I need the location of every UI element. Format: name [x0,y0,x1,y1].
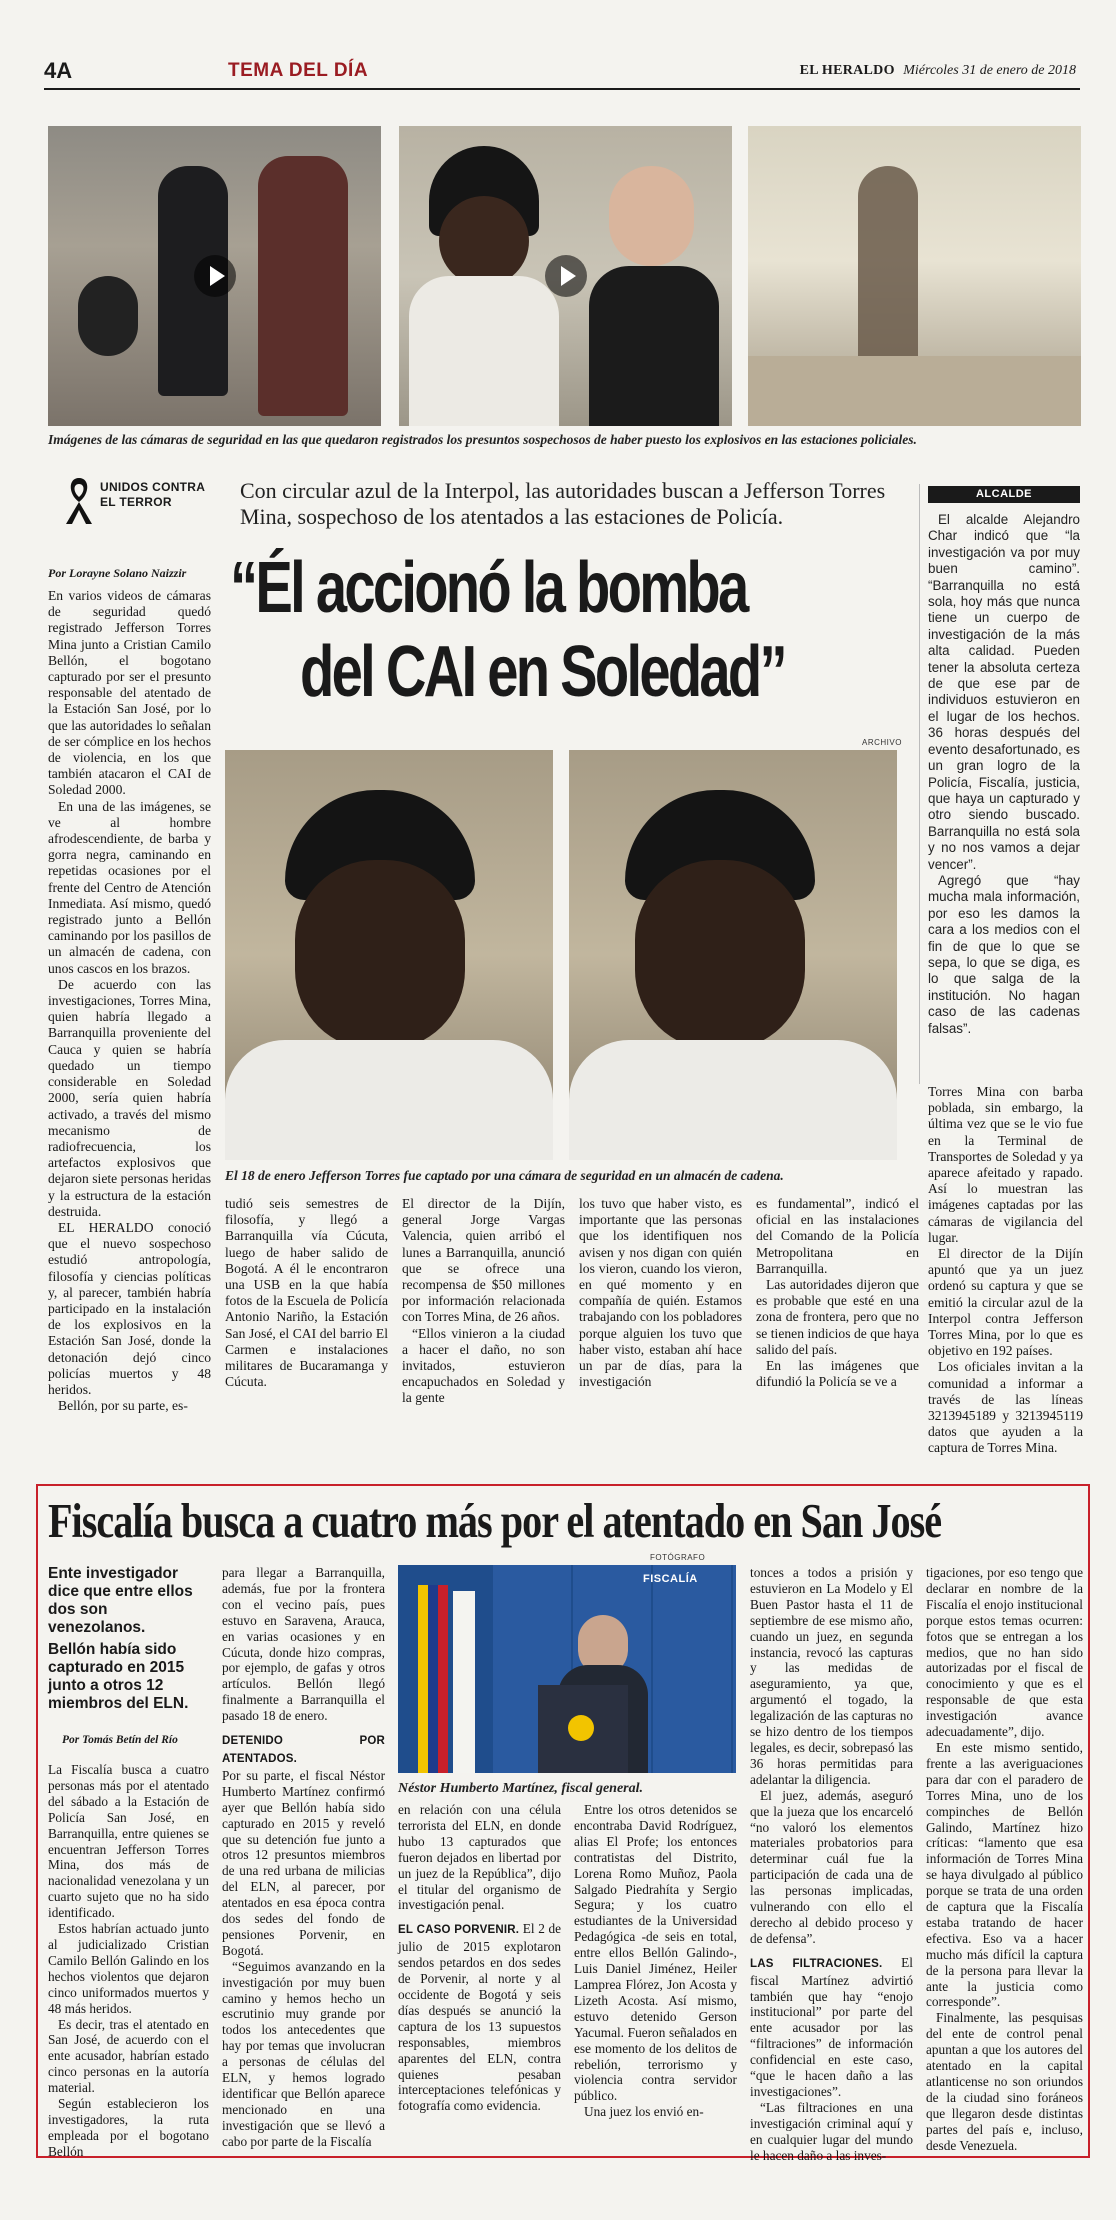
paragraph: El alcalde Alejandro Char indicó que “la investigación va por muy buen camino”. “Barranquilla no está sola, hoy más que nunca tiene un cuerpo de investigación de la más alta calidad. Pueden tener la absoluta certeza de que ese par de individuos estuvieron en el lugar de los hechos. 36 horas después del evento desafortunado, es un gran logro de la Policía, Fiscalía, justicia, que haya un capturado y otro siendo buscado. Barranquilla no está sola y no nos vamos a dejar vencer”. [928,512,1080,872]
suspect-photo [225,750,897,1160]
sidebar-label: ALCALDE [928,486,1080,503]
second-byline: Por Tomás Betín del Río [62,1734,178,1746]
paragraph: Las autoridades dijeron que es probable que esté en una zona de frontera, pero que no se tienen indicios de que haya salido del país. [756,1277,919,1357]
second-column-5 [750,1565,913,2164]
section-title: TEMA DEL DÍA [228,60,369,81]
paragraph: El juez, además, aseguró que la jueza que los encarceló “no valoró los elementos materiales probatorios para determinar cuál fue la participación de cada una de las personas implicadas, vulnerando con ello el derecho al debido proceso y de defensa”. [750,1787,913,1946]
paragraph: El 2 de julio de 2015 explotaron sendos petardos en dos sedes de Porvenir, al norte y al occidente de Bogotá y seis días después se anunció la captura de los 13 supuestos responsables, miembros aparentes del ELN, contra quienes pesaban interceptaciones telefónicas y fotografía como evidencia. [398,1921,562,2114]
paragraph: Una juez los envió en- [584,2104,704,2120]
subhead-detenido [222,1732,385,1768]
paragraph: “Seguimos avanzando en la investigación por muy buen camino y hemos hecho un escrutinio muy grande por todos los antecedentes que hay por temas que involucran a personas de células del ELN, y hemos logrado identificar que Bellón aparece mencionado en una investigación que se llevó a cabo por parte de la Fiscalía [222,1958,385,2149]
subhead: EL CASO PORVENIR. [398,1924,520,1937]
play-icon[interactable] [545,255,587,297]
paragraph: El director de la Dijín, general Jorge Vargas Valencia, quien arribó el lunes a Barranquilla, anunció que se ofrece una recompensa de $50 millones por información relacionada con Torres Mina, de 26 años. [402,1196,565,1325]
page-number: 4A [44,58,73,83]
main-column-6 [928,1084,1083,1457]
second-headline: Fiscalía busca a cuatro más por el atentado en San José [48,1493,942,1548]
second-column-6 [926,1565,1083,2154]
paragraph: es fundamental”, indicó el oficial en las instalaciones del Comando de la Policía Metropolitana en Barranquilla. [756,1196,919,1276]
paragraph: Por su parte, el fiscal Néstor Humberto Martínez confirmó ayer que Bellón había sido capturado en 2015 y reveló que su detención fue junto a otros 12 presuntos miembros de una red urbana de milicias del ELN, al parecer, por atentados en esa época contra dos sedes del fondo de pensiones Porvenir, en Bogotá. [222,1767,385,1958]
top-photos-caption: Imágenes de las cámaras de seguridad en las que quedaron registrados los presuntos sospechosos de haber puesto los explosivos en las estaciones policiales. [48,432,917,447]
paragraph: para llegar a Barranquilla, además, fue por la frontera con el vecino país, pues estuvo en Saravena, Arauca, en varias ocasiones y en Cúcuta, donde hizo compras, por ejemplo, de gafas y otros artículos. Bellón llegó finalmente a Barranquilla el pasado 18 de enero. [222,1565,385,1724]
second-sub-2: Bellón había sido capturado en 2015 junto a otros 12 miembros del ELN. [48,1641,189,1712]
paragraph: tonces a todos a prisión y estuvieron en La Modelo y El Buen Pastor hasta el 11 de septiembre de ese mismo año, cuando un juez, en segunda instancia, revocó las capturas y las medidas de aseguramiento, ya que, argumentó el togado, la legalización de las capturas no se hizo dentro de los tiempos legales, es decir, sobrepasó las 36 horas permitidas para adelantar la diligencia. [750,1565,913,1787]
podium-label: FISCALÍA [643,1573,698,1585]
main-column-5 [756,1196,919,1390]
paragraph: EL HERALDO conoció que el nuevo sospechoso estudió antropología, filosofía y ciencias políticas y, al parecer, también habría participado en la instalación de los explosivos en la Estación San José, donde la detonación dejó cinco policías muertos y 48 heridos. [48,1219,211,1397]
subhead-porvenir [398,1921,561,2114]
paragraph: “Las filtraciones en una investigación criminal aquí y en cualquier lugar del mundo le hacen daño a las inves- [750,2099,913,2163]
paragraph: Es decir, tras el atentado en San José, de acuerdo con el ente acusador, habrían estado cinco personas en la autoría material. [48,2016,209,2096]
paragraph: En este mismo sentido, frente a las averiguaciones para dar con el paradero de Torres Mina, uno de los compinches de Bellón Galindo, Martínez hizo críticas: “lamento que esa información de Torres Mina se haya divulgado al público porque se trata de una orden de captura que la Fiscalía estaba tratando de hacer efectiva. Eso va a hacer mucho más difícil la captura de la persona para llevar la ante la justicia como corresponde”. [926,1739,1083,2010]
paper-name: EL HERALDO [799,63,895,78]
paragraph: En las imágenes que difundió la Policía se ve a [756,1358,919,1390]
main-byline: Por Lorayne Solano Naizzir [48,566,187,580]
paragraph: Torres Mina con barba poblada, sin embargo, la última vez que se le vio fue en la Terminal de Transportes de Soledad y ya aparece afeitado y rapado. Así lo muestran las imágenes captadas por las cámaras de vigilancia del lugar. [928,1084,1083,1245]
paragraph: Finalmente, las pesquisas del ente de control penal apuntan a que los autores del atentado en la capital atlanticense no son oriundos de la ciudad sino foráneos que llegaron desde distintas partes del país e, incluso, desde Venezuela. [926,2010,1083,2153]
paragraph: Bellón, por su parte, es- [58,1398,188,1414]
second-photo-source: FOTÓGRAFO [650,1553,706,1562]
paragraph: tigaciones, por eso tengo que declarar en nombre de la Fiscalía el enojo institucional porque estos temas ocurren: fotos que se entregan a los medios, que no han sido autorizadas por el fiscal de conocimiento y que es el responsable de que esta investigación avance adecuadamente”, dijo. [926,1565,1083,1740]
badge-line2: EL TERROR [100,495,172,509]
paragraph: En una de las imágenes, se ve al hombre afrodescendiente, de barba y gorra negra, caminando en repetidas ocasiones por el frente del Centro de Atención Inmediata. Así mismo, quedó registrado junto a Bellón caminando por los pasillos de un almacén de cadena, con unos cascos en los brazos. [48,798,211,976]
play-icon[interactable] [194,255,236,297]
main-photo-source: ARCHIVO [862,738,902,747]
sidebar-text [928,512,1080,1037]
main-photo-caption: El 18 de enero Jefferson Torres fue captado por una cámara de seguridad en un almacén de cadena. [225,1168,784,1183]
paragraph: Según establecieron los investigadores, la ruta empleada por el bogotano Bellón [48,2096,209,2159]
main-column-1 [48,588,211,1414]
paragraph: Agregó que “hay mucha mala información, por eso les damos la cara a los medios con el fin de que lo que se sepa, lo que se diga, es lo que salga de la institución. No hagan caso de las cadenas falsas”. [928,872,1080,1036]
main-headline-2: del CAI en Soledad” [300,632,785,712]
fiscal-photo [398,1565,736,1773]
paragraph: En varios videos de cámaras de seguridad quedó registrado Jefferson Torres Mina junto a Cristian Camilo Bellón, el bogotano capturado por ser el presunto responsable del atentado de la Estación San José, por lo que las autoridades lo señalan de ser cómplice en los hechos de violencia, en los que también atacaron el CAI de Soledad 2000. [48,588,211,798]
second-column-1 [48,1762,209,2160]
second-column-4 [574,1802,737,2120]
second-sub-1: Ente investigador dice que entre ellos dos son venezolanos. [48,1565,193,1636]
cctv-photo-3 [748,126,1081,426]
paragraph: tudió seis semestres de filosofía, y llegó a Barranquilla vía Cúcuta, luego de haber salido de Bogotá. A él le encontraron una USB en la que había fotos de la Escuela de Policía Antonio Nariño, la Estación San José, el CAI del barrio El Carmen e instalaciones militares de Bucaramanga y Cúcuta. [225,1196,388,1390]
second-column-3 [398,1802,561,2114]
subhead: LAS FILTRACIONES. [750,1957,883,1970]
subhead-filtraciones [750,1955,913,2100]
paragraph: De acuerdo con las investigaciones, Torres Mina, quien habría llegado a Barranquilla proveniente del Cauca y quien se habría quedado un tiempo considerable en Soledad 2000, sería quien habría activado, a través del mismo mecanismo de radiofrecuencia, los artefactos explosivos que dejaron siete personas heridas y la estructura de la estación destruida. [48,976,211,1219]
paragraph: Los oficiales invitan a la comunidad a informar a través de las líneas 3213945189 y 3213945119 datos que ayuden a la captura de Torres Mina. [928,1359,1083,1456]
ribbon-icon [60,474,98,526]
main-column-2 [225,1196,388,1390]
badge-line1: UNIDOS CONTRA [100,480,206,494]
paragraph: La Fiscalía busca a cuatro personas más por el atentado del sábado a la Estación de Policía San José, en Barranquilla, entre quienes se encuentran Jefferson Torres Mina, dos más de nacionalidad venezolana y un cuarto sujeto que no ha sido identificado. [48,1762,209,1921]
main-deck: Con circular azul de la Interpol, las autoridades buscan a Jefferson Torres Mina, sospechoso de los atentados a las estaciones de Policía. [240,478,886,529]
cctv-photo-2 [399,126,732,426]
main-headline-1: “Él accionó la bomba [230,548,747,628]
paragraph: en relación con una célula terrorista del ELN, en donde hubo 13 capturados que fueron dejados en libertad por un juez de la República”, dijo el titular del organismo de investigación penal. [398,1802,561,1913]
second-photo-caption: Néstor Humberto Martínez, fiscal general. [398,1781,644,1796]
paragraph: “Ellos vinieron a la ciudad a hacer el daño, no son invitados, estuvieron encapuchados en Soledad y la gente [402,1325,565,1406]
paragraph: Entre los otros detenidos se encontraba David Rodríguez, alias El Profe; los entonces contratistas del Distrito, Lorena Romo Muñoz, Paola Salgado Piedrahíta y Sergio Segura; y los cuatro estudiantes de la Universidad Pedagógica -de seis en total, entre ellos Bellón Galindo-, Luis Daniel Jiménez, Heiler Lamprea Flórez, Jon Acosta y Lizeth Acosta. Así mismo, estuvo detenido Gerson Yacumal. Fueron señalados en ese momento de los delitos de rebelión, terrorismo y violencia contra servidor público. [574,1802,737,2104]
cctv-photo-1 [48,126,381,426]
masthead-date [800,62,1076,79]
issue-date: Miércoles 31 de enero de 2018 [903,63,1076,78]
paragraph: El fiscal Martínez advirtió también que hay “enojo institucional” por parte del ente acusador por las “filtraciones” de información confidencial en este caso, “que le hacen daño a las investigaciones”. [750,1954,913,2099]
paragraph: los tuvo que haber visto, es importante que las personas que los identifiquen nos avisen y nos digan con quién los vieron, cuando los vieron, en qué momento y en compañía de quién. Estamos trabajando con los pobladores porque alguien los tuvo que haber visto, estaban ahí hace un par de días, para la investigación [579,1196,742,1390]
main-column-4 [579,1196,742,1390]
paragraph: Estos habrían actuado junto al judicializado Cristian Camilo Bellón Galindo en los hechos violentos que dejaron cinco uniformados muertos y 48 más heridos. [48,1921,209,2016]
paragraph: El director de la Dijín apuntó que ya un juez ordenó su captura y que se emitió la circular azul de la Interpol contra Jefferson Torres Mina, por lo que es objetivo en 192 países. [928,1246,1083,1359]
second-column-2 [222,1565,385,2150]
header-rule [44,88,1080,90]
subhead: DETENIDO POR ATENTADOS. [222,1735,385,1765]
main-column-3 [402,1196,565,1407]
